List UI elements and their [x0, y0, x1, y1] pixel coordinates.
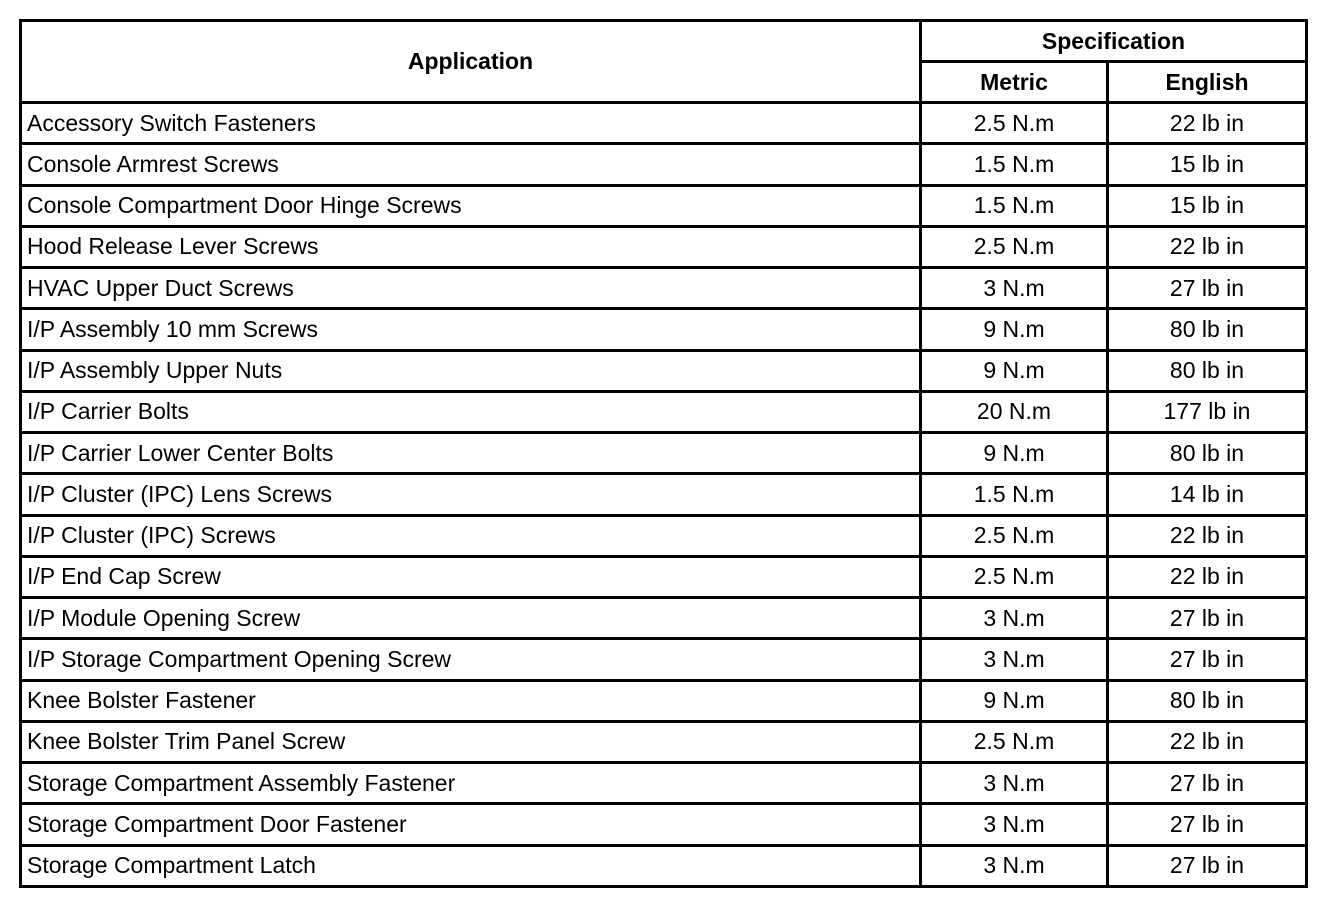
cell-english: 80 lb in	[1108, 350, 1307, 391]
table-row	[21, 639, 1307, 680]
cell-application: Storage Compartment Door Fastener	[21, 804, 921, 845]
cell-english: 27 lb in	[1108, 763, 1307, 804]
table-row	[21, 144, 1307, 185]
table-row	[21, 556, 1307, 597]
cell-english: 22 lb in	[1108, 556, 1307, 597]
table-row	[21, 226, 1307, 267]
cell-application: I/P Carrier Bolts	[21, 391, 921, 432]
cell-english: 14 lb in	[1108, 474, 1307, 515]
cell-metric: 1.5 N.m	[921, 185, 1108, 226]
cell-metric: 9 N.m	[921, 350, 1108, 391]
header-metric: Metric	[921, 62, 1108, 103]
cell-application: I/P Carrier Lower Center Bolts	[21, 433, 921, 474]
header-english: English	[1108, 62, 1307, 103]
cell-metric: 3 N.m	[921, 598, 1108, 639]
cell-metric: 2.5 N.m	[921, 226, 1108, 267]
cell-metric: 2.5 N.m	[921, 556, 1108, 597]
cell-application: I/P Cluster (IPC) Lens Screws	[21, 474, 921, 515]
cell-english: 80 lb in	[1108, 433, 1307, 474]
cell-metric: 9 N.m	[921, 433, 1108, 474]
cell-metric: 20 N.m	[921, 391, 1108, 432]
cell-application: I/P End Cap Screw	[21, 556, 921, 597]
cell-application: Knee Bolster Fastener	[21, 680, 921, 721]
cell-metric: 3 N.m	[921, 763, 1108, 804]
header-row-top	[21, 21, 1307, 62]
cell-metric: 2.5 N.m	[921, 721, 1108, 762]
table-row	[21, 721, 1307, 762]
cell-application: I/P Assembly 10 mm Screws	[21, 309, 921, 350]
cell-english: 27 lb in	[1108, 804, 1307, 845]
cell-metric: 3 N.m	[921, 639, 1108, 680]
cell-application: Hood Release Lever Screws	[21, 226, 921, 267]
cell-english: 15 lb in	[1108, 185, 1307, 226]
cell-metric: 1.5 N.m	[921, 474, 1108, 515]
torque-spec-table	[19, 19, 1308, 888]
cell-english: 27 lb in	[1108, 268, 1307, 309]
table-body	[21, 103, 1307, 887]
cell-english: 22 lb in	[1108, 103, 1307, 144]
table-row	[21, 391, 1307, 432]
table-row	[21, 680, 1307, 721]
cell-application: Knee Bolster Trim Panel Screw	[21, 721, 921, 762]
cell-application: I/P Module Opening Screw	[21, 598, 921, 639]
table-row	[21, 350, 1307, 391]
cell-english: 22 lb in	[1108, 721, 1307, 762]
table-row	[21, 103, 1307, 144]
cell-english: 15 lb in	[1108, 144, 1307, 185]
cell-metric: 3 N.m	[921, 268, 1108, 309]
table-row	[21, 185, 1307, 226]
cell-english: 27 lb in	[1108, 598, 1307, 639]
table-row	[21, 763, 1307, 804]
cell-metric: 9 N.m	[921, 309, 1108, 350]
cell-metric: 3 N.m	[921, 804, 1108, 845]
cell-english: 27 lb in	[1108, 639, 1307, 680]
cell-metric: 1.5 N.m	[921, 144, 1108, 185]
table-row	[21, 474, 1307, 515]
cell-english: 80 lb in	[1108, 680, 1307, 721]
cell-metric: 2.5 N.m	[921, 515, 1108, 556]
cell-english: 177 lb in	[1108, 391, 1307, 432]
header-specification: Specification	[921, 21, 1307, 62]
table-row	[21, 845, 1307, 887]
cell-english: 22 lb in	[1108, 515, 1307, 556]
cell-english: 27 lb in	[1108, 845, 1307, 887]
cell-application: Console Armrest Screws	[21, 144, 921, 185]
table-row	[21, 268, 1307, 309]
table-row	[21, 804, 1307, 845]
cell-metric: 9 N.m	[921, 680, 1108, 721]
cell-application: I/P Storage Compartment Opening Screw	[21, 639, 921, 680]
table-row	[21, 309, 1307, 350]
cell-application: HVAC Upper Duct Screws	[21, 268, 921, 309]
cell-application: I/P Assembly Upper Nuts	[21, 350, 921, 391]
cell-english: 22 lb in	[1108, 226, 1307, 267]
cell-application: Storage Compartment Latch	[21, 845, 921, 887]
table-row	[21, 515, 1307, 556]
cell-application: Console Compartment Door Hinge Screws	[21, 185, 921, 226]
cell-application: I/P Cluster (IPC) Screws	[21, 515, 921, 556]
table-row	[21, 433, 1307, 474]
header-application: Application	[21, 21, 921, 103]
cell-metric: 3 N.m	[921, 845, 1108, 887]
cell-application: Accessory Switch Fasteners	[21, 103, 921, 144]
table-row	[21, 598, 1307, 639]
cell-metric: 2.5 N.m	[921, 103, 1108, 144]
cell-application: Storage Compartment Assembly Fastener	[21, 763, 921, 804]
table-header	[21, 21, 1307, 103]
cell-english: 80 lb in	[1108, 309, 1307, 350]
